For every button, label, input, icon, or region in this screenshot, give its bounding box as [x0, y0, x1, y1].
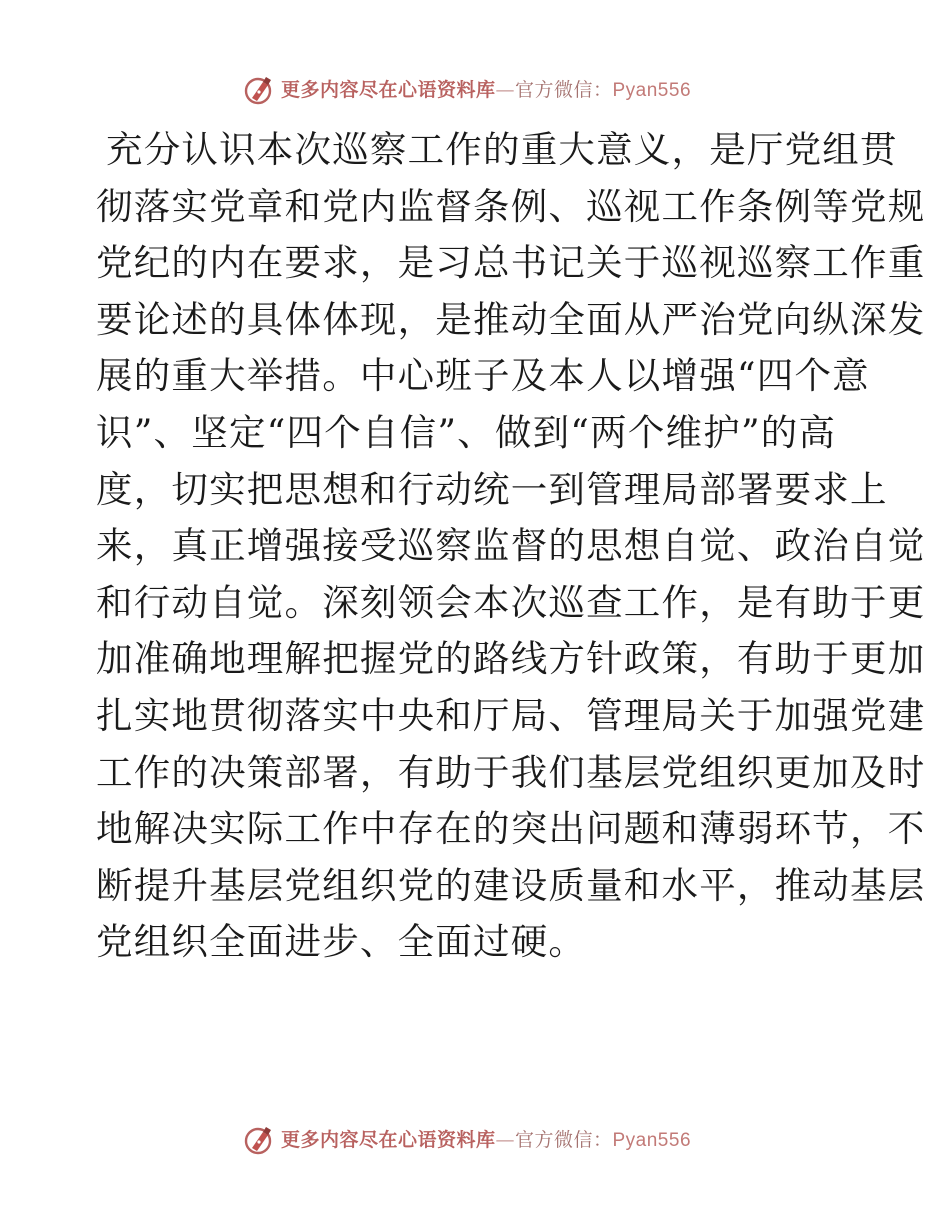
header-site-text: 更多内容尽在心语资料库	[280, 78, 496, 101]
body-line: 和行动自觉。深刻领会本次巡查工作，是有助于更	[96, 580, 926, 624]
footer-wechat-id: Pyan556	[612, 1129, 692, 1151]
body-line: 地解决实际工作中存在的突出问题和薄弱环节，不	[96, 807, 926, 851]
footer-banner-inner	[243, 1124, 691, 1156]
footer-banner	[0, 1120, 950, 1160]
header-banner	[0, 70, 950, 110]
header-banner-inner	[243, 74, 691, 106]
body-line: 工作的决策部署，有助于我们基层党组织更加及时	[96, 750, 926, 794]
header-separator: —	[495, 78, 515, 101]
header-wechat-label: 官方微信：	[514, 78, 613, 101]
header-banner-text	[280, 78, 692, 101]
header-wechat-id: Pyan556	[612, 79, 692, 101]
body-line: 扎实地贯彻落实中央和厅局、管理局关于加强党建	[96, 693, 926, 737]
body-line: 加准确地理解把握党的路线方针政策，有助于更加	[96, 637, 926, 681]
body-line: 度，切实把思想和行动统一到管理局部署要求上	[96, 467, 888, 511]
body-line: 彻落实党章和党内监督条例、巡视工作条例等党规	[96, 184, 926, 228]
pen-nib-circle-logo-icon	[243, 74, 275, 106]
footer-site-text: 更多内容尽在心语资料库	[280, 1128, 496, 1151]
body-line: 充分认识本次巡察工作的重大意义，是厅党组贯	[106, 128, 898, 171]
body-line: 党纪的内在要求，是习总书记关于巡视巡察工作重	[96, 241, 926, 285]
body-line: 党组织全面进步、全面过硬。	[96, 920, 587, 964]
body-line: 识”、坚定“四个自信”、做到“两个维护”的高	[96, 410, 837, 454]
body-line: 要论述的具体体现，是推动全面从严治党向纵深发	[96, 297, 926, 341]
body-text	[96, 122, 926, 971]
body-line: 展的重大举措。中心班子及本人以增强“四个意	[96, 354, 870, 398]
footer-wechat-label: 官方微信：	[514, 1128, 613, 1151]
footer-banner-text	[280, 1128, 692, 1151]
pen-nib-circle-logo-icon	[243, 1124, 275, 1156]
footer-separator: —	[495, 1128, 515, 1151]
body-line: 来，真正增强接受巡察监督的思想自觉、政治自觉	[96, 524, 926, 568]
body-line: 断提升基层党组织党的建设质量和水平，推动基层	[96, 863, 926, 907]
